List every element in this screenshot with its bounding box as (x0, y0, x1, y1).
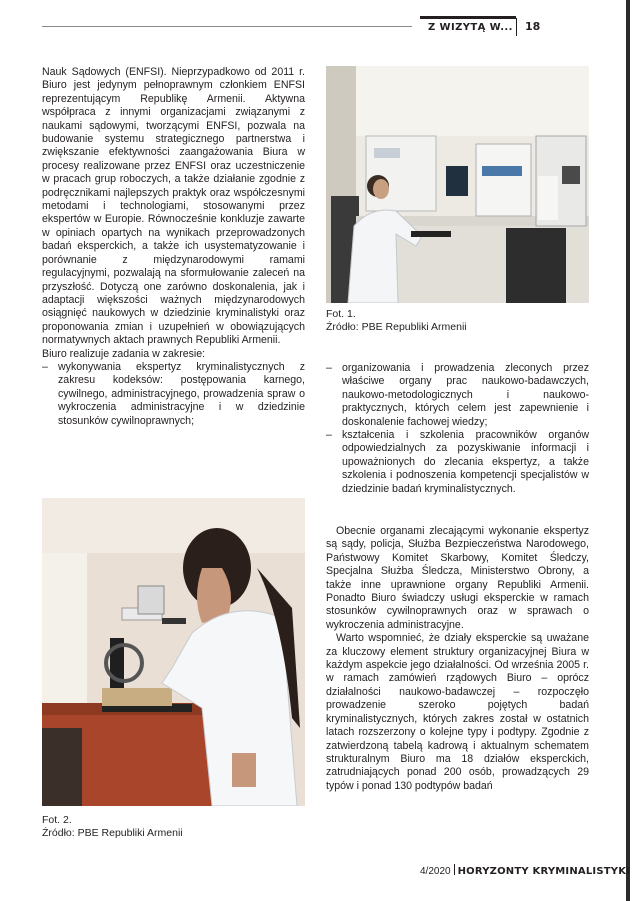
right-column-list (326, 362, 589, 496)
photo-laboratory-instrument (326, 66, 589, 303)
section-tab (420, 16, 516, 38)
header-divider (516, 18, 517, 36)
left-column-text (42, 66, 305, 428)
photo-2-caption (42, 814, 183, 840)
microscope-scene-illustration (42, 498, 305, 806)
body-paragraph: Warto wspomnieć, że działy eksperckie są uważane za kluczowy element struktury organizacyjnej Biura w każdym aspekcie jego działalności. Od września 2005 r. w ramach zamówień rządowych Biuro – oprócz działalności naukowo-badawczej – rozpoczęło prowadzenie szeroko pojętych badań kryminalistycznych, których zakres został w ostatnich latach rozszerzony o kolejne typy i podtypy. Zgodnie z zatwierdzoną tabelą kadrową i aktualnym schematem strukturalnym Biuro ma 18 działów eksperckich, zatrudniających ponad 200 osób, prowadzących 29 typów i ponad 130 podtypów badań (326, 632, 589, 792)
page-footer (420, 864, 630, 877)
section-title: Z WIZYTĄ W... (428, 22, 513, 33)
issue-number: 4/2020 (420, 866, 451, 877)
body-paragraph: Biuro realizuje zadania w zakresie: (42, 347, 206, 360)
running-header (0, 16, 636, 38)
list-item: – wykonywania ekspertyz kryminalistycznych z zakresu kodeksów: postępowania karnego, cywilnego, administracyjnego, prowadzenia spraw o wykroczenia administracyjne i w dziedzinie stosunków cywilnoprawnych; (42, 361, 305, 428)
page-edge (626, 0, 630, 901)
footer-separator (454, 864, 455, 875)
body-paragraph: Obecnie organami zlecającymi wykonanie ekspertyz są sądy, policja, Służba Bezpieczeństwa Narodowego, Państwowy Komitet Skarbowy, Komitet Śledczy, Specjalna Służba Śledcza, Ministerstwo Obrony, a także inne uprawnione organy Republiki Armenii. Ponadto Biuro świadczy usługi eksperckie w ramach stosunków cywilnoprawnych oraz w sprawach o wykroczenia administracyjne. (326, 525, 589, 631)
photo-microscope-examination (42, 498, 305, 806)
caption-label: Fot. 2. (42, 814, 72, 826)
journal-title: HORYZONTY KRYMINALISTYKI (457, 866, 631, 877)
photo-1-caption (326, 308, 467, 334)
task-list (42, 361, 305, 428)
header-rule (42, 26, 412, 27)
list-item: – kształcenia i szkolenia pracowników organów odpowiedzialnych za pozyskiwanie informacji i upoważnionych do zlecania ekspertyz, a także szkolenia i podnoszenia kompetencji specjalistów w dziedzinie badań kryminalistycznych. (326, 429, 589, 496)
lab-scene-illustration (326, 66, 589, 303)
page-number: 18 (525, 20, 541, 33)
body-paragraph: Nauk Sądowych (ENFSI). Nieprzypadkowo od 2011 r. Biuro jest jedynym pełnoprawnym członkiem ENFSI reprezentującym Republikę Armenii. Aktywna współpraca z innymi organizacjami związanymi z naukami sądowymi, tworzącymi ENFSI, pozwala na budowanie systemu strategicznego partnerstwa i zwiększanie efektywności zaangażowania Biura w procesy realizowane przez ENFSI oraz uczestniczenie w pracach grup roboczych, a także działanie zgodnie z podręcznikami najlepszych praktyk oraz współczesnymi metodami i technologiami, stosowanymi przez ekspertów w Europie. Równocześnie konkluzje zawarte w opiniach opartych na wynikach przeprowadzonych badań eksperckich, a także ich usystematyzowanie i porównanie z międzynarodowymi ramami regulacyjnymi, pozwalają na sformułowanie zaleceń na przyszłość. Dotyczą one zarówno doskonalenia, jak i adaptacji większości ważnych międzynarodowych osiągnięć naukowych w dziedzinie kryminalistyki oraz proponowania zmian i uzupełnień w obowiązujących normatywnych aktach prawnych Republiki Armenii. (42, 66, 305, 347)
task-list-continued (326, 362, 589, 496)
right-column-text (326, 525, 589, 793)
caption-label: Fot. 1. (326, 308, 356, 320)
list-item: – organizowania i prowadzenia zleconych przez właściwe organy prac naukowo-badawczych, naukowo-metodologicznych i naukowo-praktycznych, których celem jest zapewnienie i doskonalenie fachowej wiedzy; (326, 362, 589, 429)
caption-source: Źródło: PBE Republiki Armenii (326, 321, 467, 333)
caption-source: Źródło: PBE Republiki Armenii (42, 827, 183, 839)
